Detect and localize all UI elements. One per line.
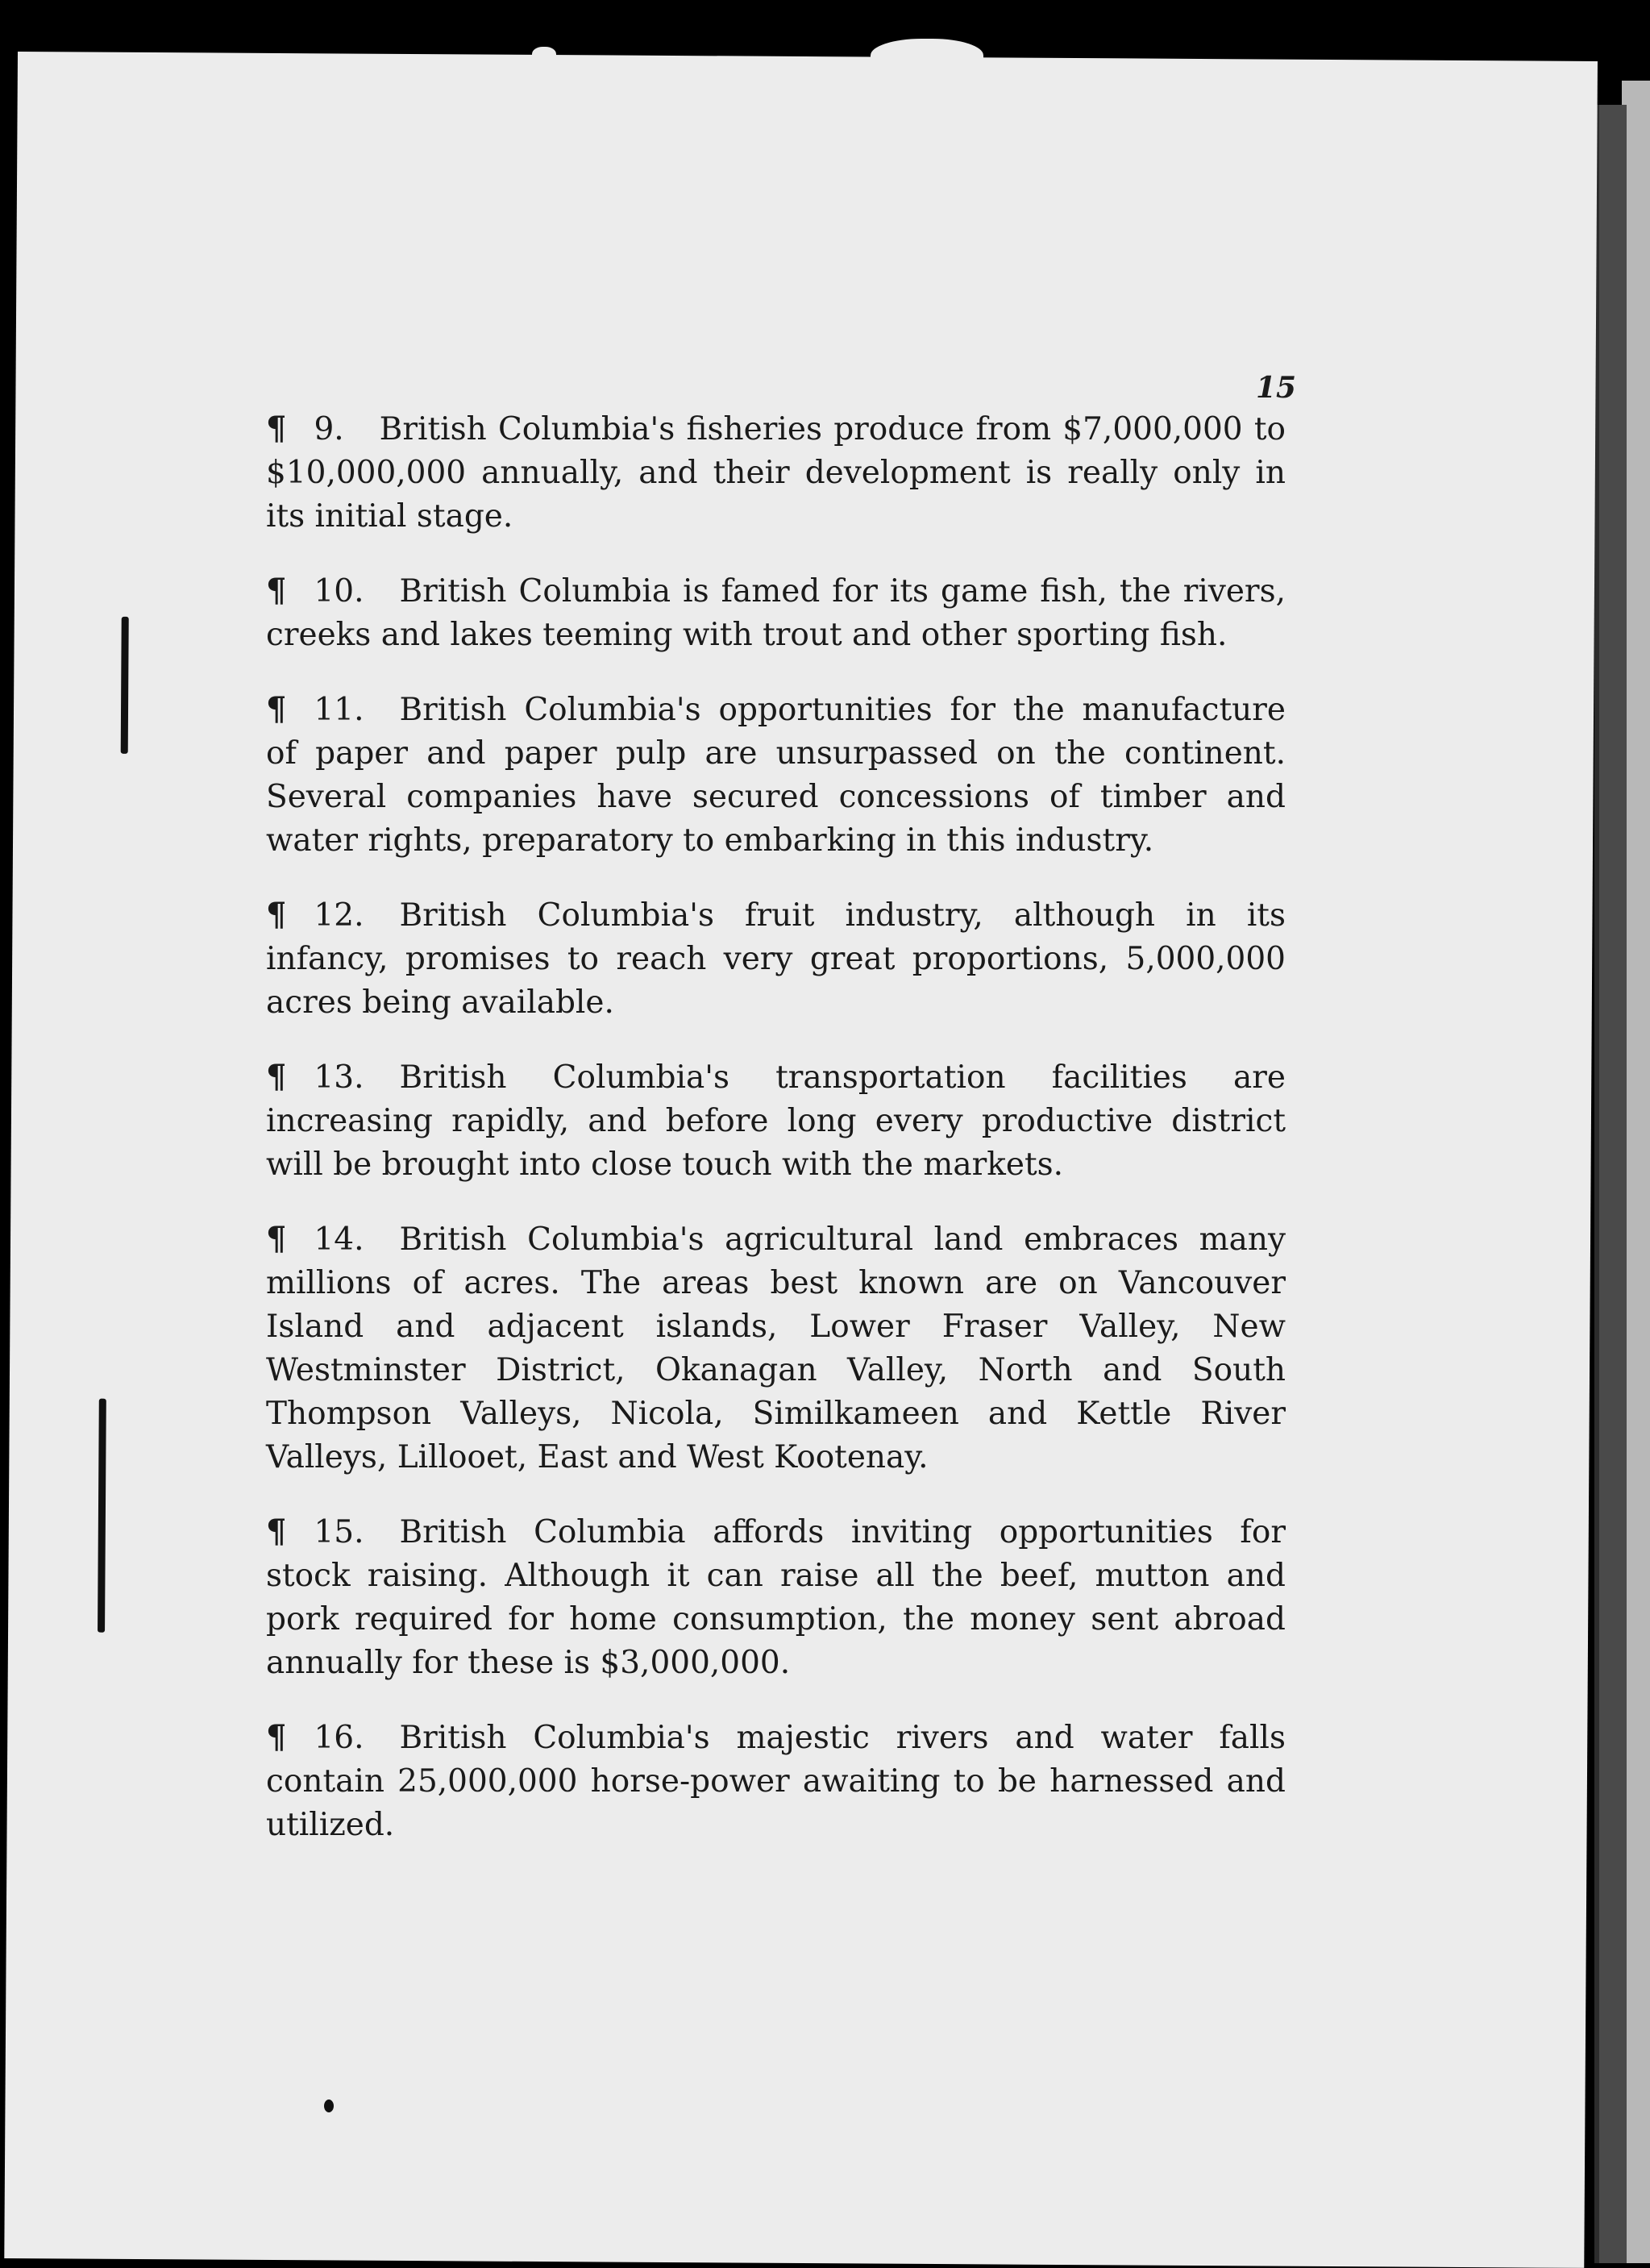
page-number: 15: [1256, 371, 1297, 405]
paragraph-number: 11.: [314, 692, 364, 728]
pilcrow-icon: ¶: [266, 896, 287, 934]
pilcrow-icon: ¶: [266, 1220, 287, 1258]
pilcrow-icon: ¶: [266, 1058, 287, 1096]
paragraph-9: [266, 407, 1286, 539]
paragraph-15: [266, 1510, 1286, 1685]
paragraph-number: 14.: [314, 1221, 364, 1258]
margin-mark: [98, 1399, 106, 1633]
paragraph-12: [266, 893, 1286, 1025]
paragraph-text: British Columbia is famed for its game fish, the rivers, creeks and lakes teeming with trout and other sporting fish.: [266, 573, 1286, 653]
pilcrow-icon: ¶: [266, 410, 287, 447]
paragraph-text: British Columbia's majestic rivers and water falls contain 25,000,000 horse-power awaiting to be harnessed and utilized.: [266, 1720, 1286, 1843]
paragraph-number: 12.: [314, 897, 364, 934]
paragraph-text: British Columbia's agricultural land embraces many millions of acres. The areas best known are on Vancouver Island and adjacent islands, Lower Fraser Valley, New Westminster District, Okanagan Valley, North and South Thompson Valleys, Nicola, Similkameen and Kettle River Valleys, Lillooet, East and West Kootenay.: [266, 1221, 1286, 1475]
pilcrow-icon: ¶: [266, 1718, 287, 1756]
margin-mark: [121, 617, 129, 754]
paragraph-10: [266, 569, 1286, 657]
paragraph-number: 9.: [314, 411, 344, 447]
pilcrow-icon: ¶: [266, 690, 287, 728]
paragraph-text: British Columbia's opportunities for the manufacture of paper and paper pulp are unsurpassed on the continent. Several companies have secured concessions of timber and water rights, preparatory to embarking in this industry.: [266, 692, 1286, 859]
paragraph-14: [266, 1217, 1286, 1479]
paragraph-13: [266, 1055, 1286, 1187]
paragraph-text: British Columbia's fruit industry, although in its infancy, promises to reach very great proportions, 5,000,000 acres being available.: [266, 897, 1286, 1021]
paragraph-number: 10.: [314, 573, 364, 610]
paragraph-16: [266, 1716, 1286, 1847]
body-text: [266, 407, 1286, 1878]
paragraph-text: British Columbia's transportation facilities are increasing rapidly, and before long every productive district will be brought into close touch with the markets.: [266, 1059, 1286, 1183]
book-spine: [1594, 105, 1627, 2263]
paragraph-text: British Columbia's fisheries produce from $7,000,000 to $10,000,000 annually, and their development is really only in its initial stage.: [266, 411, 1286, 535]
pilcrow-icon: ¶: [266, 572, 287, 610]
ink-spot: [324, 2099, 334, 2112]
paragraph-number: 13.: [314, 1059, 364, 1096]
paragraph-number: 15.: [314, 1514, 364, 1550]
page-tear: [532, 47, 556, 63]
page-tear: [871, 39, 983, 76]
pilcrow-icon: ¶: [266, 1513, 287, 1550]
paragraph-number: 16.: [314, 1720, 364, 1756]
paragraph-11: [266, 688, 1286, 863]
paragraph-text: British Columbia affords inviting opportunities for stock raising. Although it can raise all the beef, mutton and pork required for home consumption, the money sent abroad annually for these is $3,000,000.: [266, 1514, 1286, 1681]
